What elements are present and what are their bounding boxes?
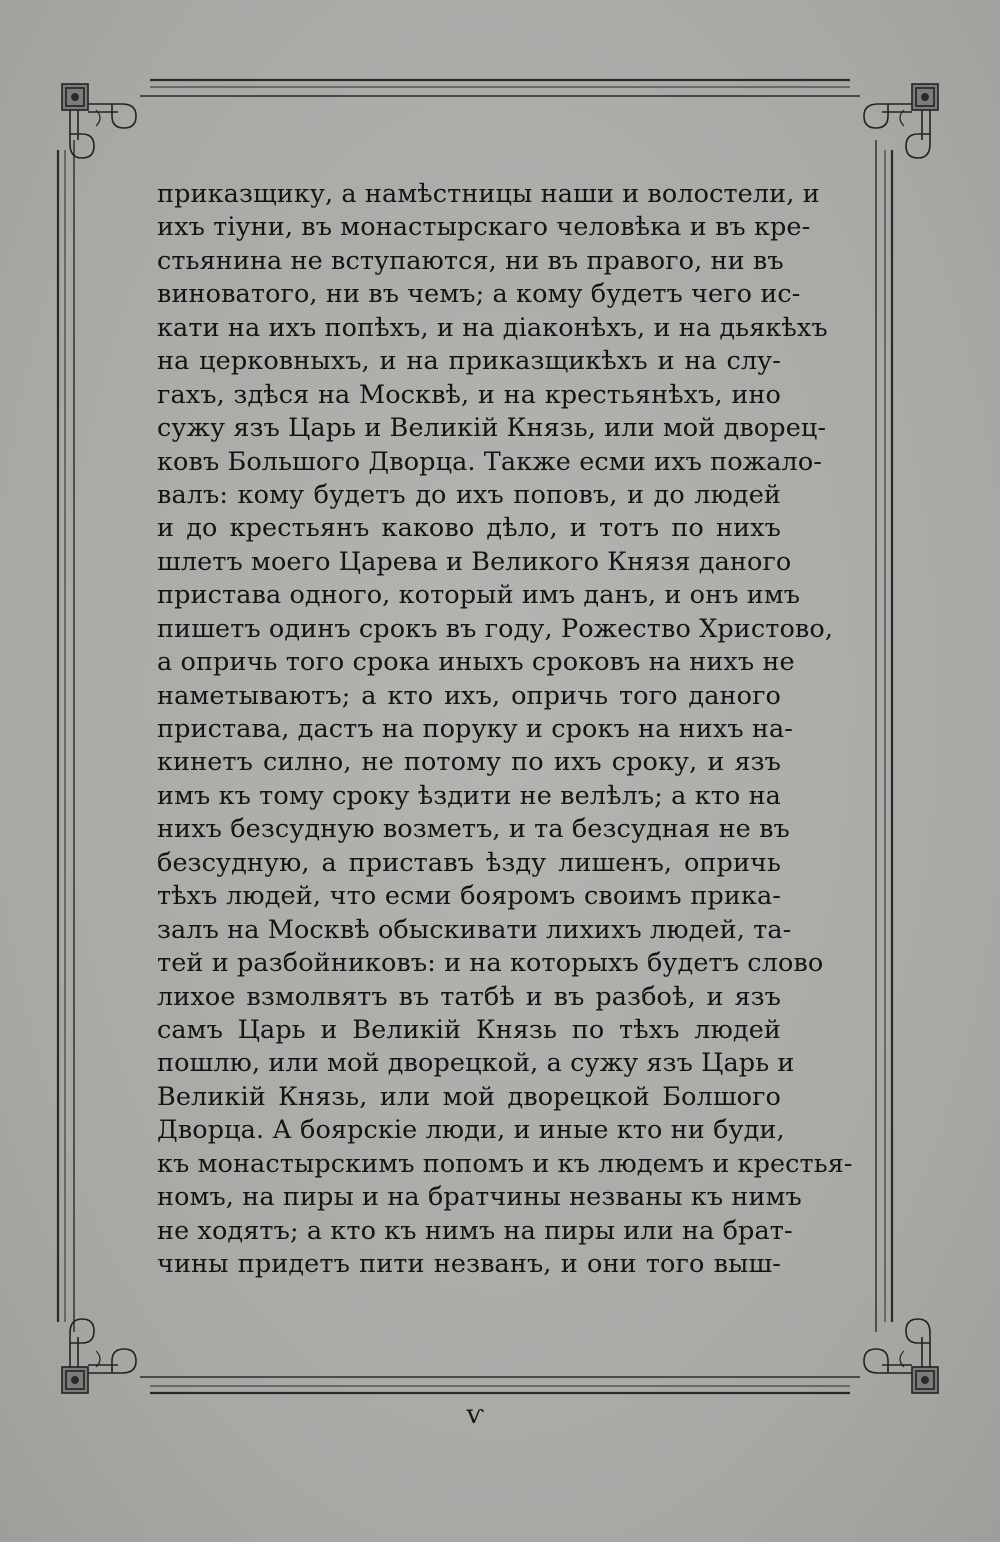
text-line: тей и разбойниковъ: и на которыхъ будетъ слово [157, 948, 824, 979]
text-line: гахъ, здѣся на Москвѣ, и на крестьянѣхъ, ино [157, 379, 781, 410]
text-line: ихъ тіуни, въ монастырскаго человѣка и въ кре- [157, 212, 811, 243]
text-line: валъ: кому будетъ до ихъ поповъ, и до людей [157, 479, 781, 510]
text-line: виноватого, ни въ чемъ; а кому будетъ чего ис- [157, 279, 801, 310]
text-line: пристава одного, который имъ данъ, и онъ имъ [157, 580, 801, 611]
text-line: не ходятъ; а кто къ нимъ на пиры или на брат- [157, 1215, 793, 1246]
text-line: нихъ безсудную возметъ, и та безсудная не въ [157, 814, 790, 845]
text-line: наметываютъ; а кто ихъ, опричь того даного [157, 680, 781, 711]
text-line: имъ къ тому сроку ѣздити не велѣлъ; а кто на [157, 780, 781, 811]
text-line: стьянина не вступаются, ни въ правого, ни въ [157, 245, 784, 276]
text-line: пишетъ одинъ срокъ въ году, Рожество Христово, [157, 613, 834, 644]
text-line: а опричь того срока иныхъ сроковъ на нихъ не [157, 647, 795, 678]
text-line: шлетъ моего Царева и Великого Князя даного [157, 546, 792, 577]
text-line: самъ Царь и Великій Князь по тѣхъ людей [157, 1014, 781, 1045]
text-line: приказщику, а намѣстницы наши и волостели, и [157, 179, 820, 209]
text-line: чины придетъ пити незванъ, и они того выш- [157, 1249, 781, 1279]
page-number: ѵ [466, 1400, 484, 1430]
text-line: сужу язъ Царь и Великій Князь, или мой дворец- [157, 413, 827, 444]
text-line: на церковныхъ, и на приказщикѣхъ и на слу- [157, 346, 781, 377]
text-line: лихое взмолвятъ въ татбѣ и въ разбоѣ, и язъ [157, 981, 781, 1012]
text-line: номъ, на пиры и на братчины незваны къ нимъ [157, 1182, 802, 1213]
text-line: безсудную, а приставъ ѣзду лишенъ, опричь [157, 847, 781, 878]
text-line: кинетъ силно, не потому по ихъ сроку, и язъ [157, 747, 781, 778]
text-line: тѣхъ людей, что есми бояромъ своимъ прика- [157, 881, 781, 912]
text-line: Дворца. А боярскіе люди, и иные кто ни буди, [157, 1115, 785, 1146]
text-line: пошлю, или мой дворецкой, а сужу язъ Царь и [157, 1048, 795, 1079]
text-line: кати на ихъ попѣхъ, и на діаконѣхъ, и на дьякѣхъ [157, 312, 828, 343]
text-line: пристава, дастъ на поруку и срокъ на нихъ на- [157, 714, 793, 744]
text-line: залъ на Москвѣ обыскивати лихихъ людей, та- [157, 914, 792, 945]
text-line: ковъ Большого Дворца. Также есми ихъ пожало- [157, 446, 822, 477]
text-line: Великій Князь, или мой дворецкой Болшого [157, 1081, 781, 1112]
body-text [157, 178, 853, 1281]
text-line: къ монастырскимъ попомъ и къ людемъ и крестья- [157, 1148, 853, 1179]
text-line: и до крестьянъ каково дѣло, и тотъ по нихъ [157, 513, 781, 544]
